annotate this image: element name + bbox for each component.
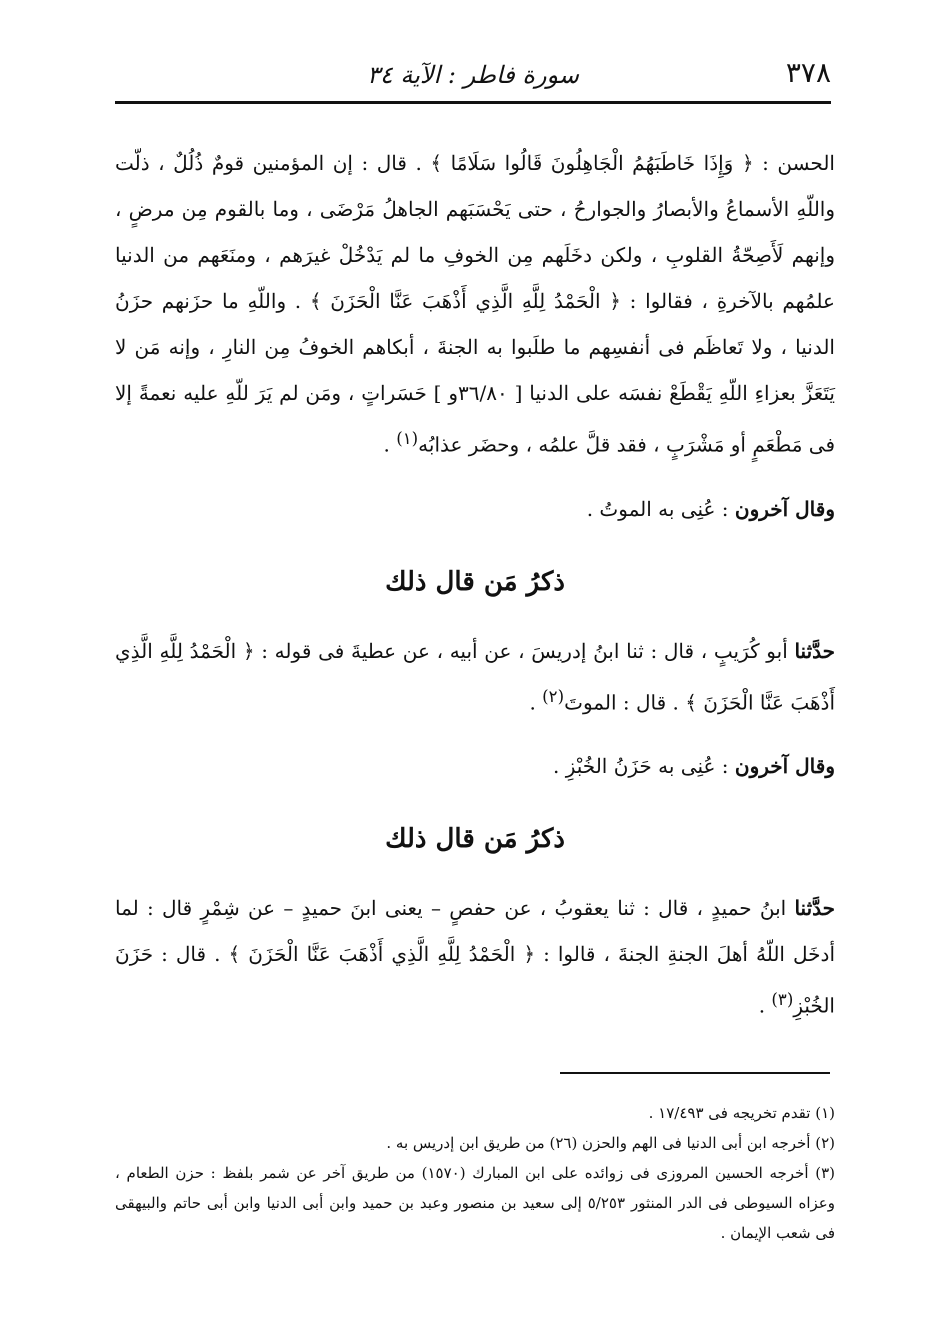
footnote-2: (٢) أخرجه ابن أبى الدنيا فى الهم والحزن (٢٦) من طريق ابن إدريس به . [386, 1134, 835, 1152]
paragraph-text: : عُنِى به حَزَنُ الخُبْزِ . [553, 754, 735, 779]
footnote-3: (٣) أخرجه الحسين المروزى فى زوائده على ابن المبارك (١٥٧٠) من طريق آخر عن شمر بلفظ : حزن الطعام ، وعزاه السيوطى فى الدر المنثور ٥/٢٥٣ إلى سعيد بن منصور وعبد بن حميد وابن أبى الدنيا وابن أبى حاتم والبيهقى فى شعب الإيمان . [115, 1164, 835, 1242]
paragraph-hasan-quote [115, 140, 835, 468]
paragraph-abu-kurayb [115, 628, 835, 726]
lead-phrase: وقال آخرون [734, 496, 835, 521]
page-number: ٣٧٨ [785, 56, 831, 89]
paragraph-text: الحسن : ﴿ وَإِذَا خَاطَبَهُمُ الْجَاهِلُونَ قَالُوا سَلَامًا ﴾ . قال : إن المؤمنين قومٌ ذُلُلٌ ، ذلّت واللّهِ الأسماعُ والأبصارُ والجوارحُ ، حتى يَحْسَبَهم الجاهلُ مَرْضَى ، وما بالقوم مِن مرضٍ ، وإنهم لَأَصِحّةُ القلوبِ ، ولكن دخَلَهم مِن الخوفِ ما لم يَدْخُلْ غيرَهم ، ومنَعَهم من الدنيا علمُهم بالآخرةِ ، فقالوا : ﴿ الْحَمْدُ لِلَّهِ الَّذِي أَذْهَبَ عَنَّا الْحَزَنَ ﴾ . واللّهِ ما حزَنهم حزَنُ الدنيا ، ولا تَعاظَم فى أنفسِهم ما طلَبوا به الجنةَ ، أبكاهم الخوفُ مِن النارِ ، وإنه مَن لا يَتَعَزَّ بعزاءِ اللّهِ يَقْطَعْ نفسَه على الدنيا [ ٣٦/٨٠و ] حَسَراتٍ ، ومَن لم يَرَ للّهِ عليه نعمةً إلا فى مَطْعَمٍ أو مَشْرَبٍ ، فقد قلَّ علمُه ، وحضَر عذابُه [115, 151, 836, 457]
footnote-ref-2: (٢) [542, 686, 565, 706]
section-heading-1: ذكرُ مَن قال ذلك [385, 566, 565, 597]
section-heading-2: ذكرُ مَن قال ذلك [385, 824, 565, 855]
paragraph-text: : عُنِى به الموتُ . [586, 496, 735, 521]
paragraph-others-bread [115, 743, 835, 789]
footnote-1: (١) تقدم تخريجه فى ١٧/٤٩٣ . [648, 1104, 835, 1122]
paragraph-end: . [383, 432, 397, 457]
footnote-ref-1: (١) [396, 429, 419, 448]
running-title: سورة فاطر : الآية ٣٤ [366, 61, 580, 89]
footnote-rule [560, 1072, 830, 1074]
paragraph-others-death [115, 486, 835, 532]
paragraph-text: أبو كُرَيبٍ ، قال : ثنا ابنُ إدريسَ ، عن أبيه ، عن عطيةَ فى قوله : ﴿ الْحَمْدُ لِلَّهِ الَّذِي أَذْهَبَ عَنَّا الْحَزَنَ ﴾ . قال : الموتَ [115, 638, 835, 715]
main-text [115, 140, 835, 1029]
paragraph-text: ابنُ حميدٍ ، قال : ثنا يعقوبُ ، عن حفصٍ – يعنى ابنَ حميدٍ – عن شِمْرٍ قال : لما أدخَل اللّهُ أهلَ الجنةِ الجنةَ ، قالوا : ﴿ الْحَمْدُ لِلَّهِ الَّذِي أَذْهَبَ عَنَّا الْحَزَنَ ﴾ . قال : حَزَنَ الخُبْزِ [115, 896, 835, 1018]
lead-phrase: وقال آخرون [734, 754, 835, 779]
footnote-ref-3: (٣) [771, 990, 794, 1010]
footnotes [115, 1098, 835, 1248]
paragraph-ibn-humayd [115, 885, 835, 1029]
lead-phrase: حدَّثنا [794, 638, 835, 663]
paragraph-end: . [758, 993, 772, 1018]
header-rule [115, 101, 831, 104]
lead-phrase: حدَّثنا [794, 896, 835, 921]
paragraph-end: . [529, 690, 543, 715]
page-header [115, 52, 831, 98]
